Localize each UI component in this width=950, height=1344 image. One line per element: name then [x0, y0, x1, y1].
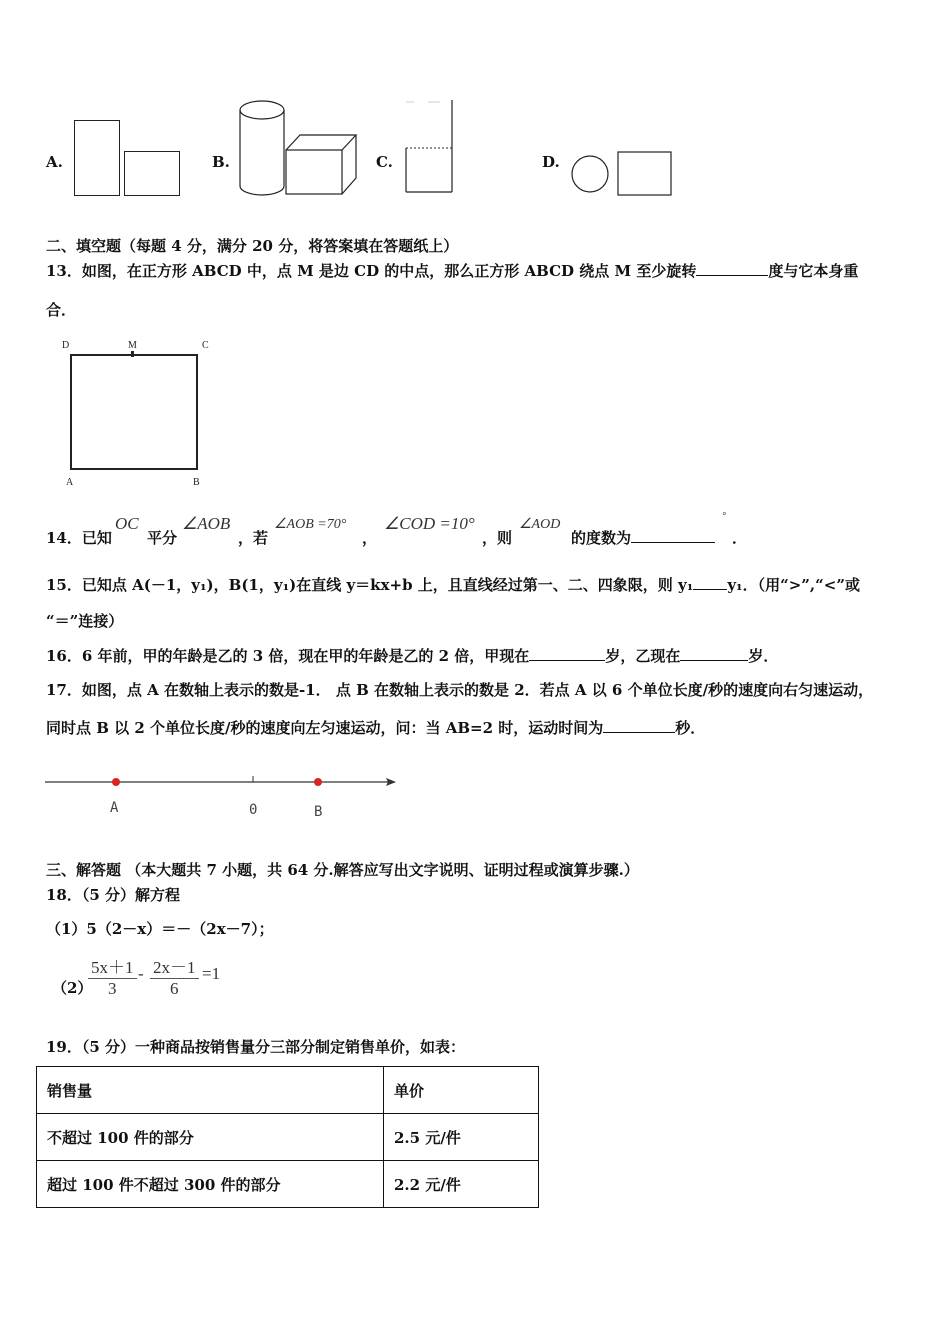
q17-line2: 同时点 B 以 2 个单位长度/秒的速度向左匀速运动，问：当 AB=2 时，运动时间为 秒． — [46, 719, 706, 737]
q13-line2: 合． — [46, 301, 77, 319]
label-d: D — [62, 340, 70, 351]
square-abcd — [70, 354, 198, 470]
label-m: M — [128, 340, 137, 351]
point-b-dot — [314, 778, 322, 786]
q15-line2: “＝”连接） — [46, 612, 124, 630]
q18-fraction-1 — [88, 953, 137, 999]
q18-fraction-2-denominator: 6 — [170, 979, 179, 998]
circle-shape — [572, 156, 608, 192]
q14-then: ，则 — [482, 529, 513, 547]
q18-fraction-1-numerator: 5x＋1 — [88, 953, 137, 979]
q18-part2-label: （2） — [52, 979, 93, 997]
q18-fraction-2-numerator: 2x－1 — [150, 953, 199, 979]
q16-answer-blank-2[interactable] — [680, 646, 748, 661]
q18-rhs: =1 — [202, 964, 221, 983]
option-d-figure — [570, 150, 680, 200]
q18-minus: - — [138, 964, 144, 983]
numline-label-o: 0 — [249, 802, 258, 818]
q14-comma: ， — [362, 529, 378, 547]
label-a: A — [66, 477, 74, 488]
price-table — [36, 1066, 539, 1208]
table-row — [37, 1161, 539, 1208]
q14-aob-value: ∠AOB =70° — [274, 517, 347, 532]
q16-line: 16．6 年前，甲的年龄是乙的 3 倍，现在甲的年龄是乙的 2 倍，甲现在 岁，乙现在 岁． — [46, 647, 779, 665]
option-b-label: B. — [212, 153, 230, 171]
cylinder-top — [240, 101, 284, 119]
q14-bisects: 平分 — [147, 529, 178, 547]
option-a-label: A. — [46, 153, 63, 171]
table-cell: 2.5 元/件 — [384, 1114, 539, 1161]
table-header-price: 单价 — [384, 1067, 539, 1114]
number-line — [40, 770, 410, 794]
q15-line1: 15．已知点 A(－1，y₁)，B(1，y₁)在直线 y＝kx+b 上，且直线经过第一、二、四象限，则 y₁ y₁．（用“>”,“<”或 — [46, 576, 860, 594]
table-header-quantity: 销售量 — [37, 1067, 384, 1114]
q14-if: ，若 — [238, 529, 269, 547]
option-c-figure — [400, 96, 460, 196]
q18-part1: （1）5（2－x）＝－（2x－7）； — [46, 920, 274, 938]
table-cell: 不超过 100 件的部分 — [37, 1114, 384, 1161]
q18-fraction-2 — [150, 953, 199, 999]
numline-label-b: B — [314, 804, 323, 820]
q16-answer-blank-1[interactable] — [529, 646, 605, 661]
square-shape — [618, 152, 671, 195]
q13-answer-blank[interactable] — [696, 261, 768, 276]
q14-answer-blank[interactable] — [631, 528, 715, 543]
option-a-tall-rectangle — [74, 120, 120, 196]
q14-end: ． — [732, 529, 748, 547]
section-3-title: 三、解答题 （本大题共 7 小题，共 64 分.解答应写出文字说明、证明过程或演算步骤.） — [46, 861, 639, 879]
q15-answer-blank[interactable] — [693, 575, 727, 590]
point-a-dot — [112, 778, 120, 786]
numline-label-a: A — [110, 800, 119, 816]
q14-cod-value: ∠COD =10° — [384, 514, 475, 533]
option-d-label: D. — [542, 153, 560, 171]
q14-degree-is: 的度数为 — [571, 528, 715, 548]
table-cell: 2.2 元/件 — [384, 1161, 539, 1208]
q13-line1: 13．如图，在正方形 ABCD 中，点 M 是边 CD 的中点，那么正方形 ABCD 绕点 M 至少旋转 度与它本身重 — [46, 262, 859, 280]
section-2-title: 二、填空题（每题 4 分，满分 20 分，将答案填在答题纸上） — [46, 237, 459, 255]
cylinder-bottom — [240, 186, 284, 195]
q14-degree-sign: ° — [722, 511, 726, 522]
cube-front — [286, 150, 342, 194]
q14-oc: OC — [115, 514, 139, 533]
q14-angle-aob: ∠AOB — [182, 514, 231, 533]
q17-line1: 17．如图，点 A 在数轴上表示的数是-1． 点 B 在数轴上表示的数是 2．若点 A 以 6 个单位长度/秒的速度向右匀速运动， — [46, 681, 874, 699]
label-b: B — [193, 477, 200, 488]
table-row — [37, 1114, 539, 1161]
table-header-row — [37, 1067, 539, 1114]
label-c: C — [202, 340, 209, 351]
option-b-cylinder-and-cube — [236, 98, 360, 198]
q14-prefix: 14．已知 — [46, 529, 112, 547]
q17-answer-blank[interactable] — [603, 718, 675, 733]
q18-fraction-1-denominator: 3 — [108, 979, 117, 998]
option-c-label: C. — [376, 153, 393, 171]
midpoint-m-mark — [131, 351, 134, 357]
option-a-small-rectangle — [124, 151, 180, 196]
q14-angle-aod: ∠AOD — [519, 517, 561, 532]
q18-title: 18．（5 分）解方程 — [46, 886, 181, 904]
q19-title: 19．（5 分）一种商品按销售量分三部分制定销售单价，如表： — [46, 1038, 466, 1056]
table-cell: 超过 100 件不超过 300 件的部分 — [37, 1161, 384, 1208]
